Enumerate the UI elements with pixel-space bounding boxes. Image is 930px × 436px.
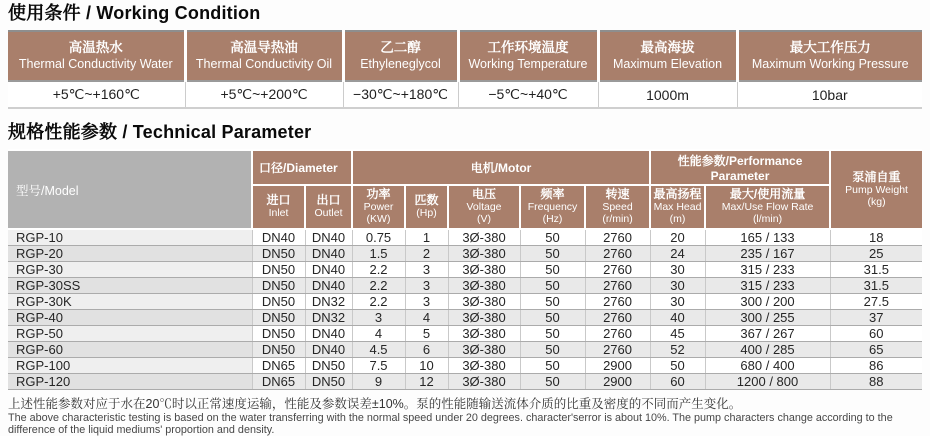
model-cell: RGP-30SS: [8, 278, 252, 294]
data-cell: 3Ø-380: [448, 342, 520, 358]
sub-header-zh: 最高扬程: [653, 187, 702, 201]
data-cell: 2.2: [352, 278, 405, 294]
data-cell: DN40: [305, 262, 352, 278]
sub-header-cell: [448, 185, 520, 229]
model-cell: RGP-30K: [8, 294, 252, 310]
model-cell: RGP-20: [8, 246, 252, 262]
data-cell: 40: [650, 310, 705, 326]
wc-header-cell: [598, 31, 737, 81]
sub-header-cell: [520, 185, 585, 229]
sub-header-zh: 频率: [540, 187, 565, 201]
wc-value-cell: +5℃~+160℃: [8, 81, 185, 108]
sub-header-zh: 进口: [266, 193, 291, 207]
data-cell: 50: [520, 262, 585, 278]
data-cell: 3Ø-380: [448, 358, 520, 374]
wc-header-zh: 工作环境温度: [487, 40, 569, 55]
wc-value-cell: +5℃~+200℃: [185, 81, 343, 108]
model-cell: RGP-30: [8, 262, 252, 278]
data-cell: 300 / 255: [705, 310, 830, 326]
data-cell: 3: [405, 278, 448, 294]
data-cell: 1: [405, 229, 448, 246]
data-cell: 50: [520, 358, 585, 374]
data-cell: 2900: [585, 358, 650, 374]
sub-header-en: Inlet: [268, 207, 289, 219]
table-row: [8, 229, 922, 246]
diameter-group-header: 口径/Diameter: [252, 150, 352, 185]
model-cell: RGP-10: [8, 229, 252, 246]
wc-header-cell: [185, 31, 343, 81]
sub-header-zh: 电压: [472, 187, 497, 201]
footnote-english: The above characteristic testing is based on the water transferring with the normal speed under 20 degrees. character'serror is about 10%. The pump characters change according to the difference of the liquid mediums' proportion and density.: [8, 412, 893, 436]
data-cell: 2.2: [352, 262, 405, 278]
data-cell: 4: [352, 326, 405, 342]
data-cell: DN50: [252, 342, 305, 358]
data-cell: 2760: [585, 326, 650, 342]
data-cell: 2900: [585, 374, 650, 390]
data-cell: 235 / 167: [705, 246, 830, 262]
data-cell: 30: [650, 278, 705, 294]
data-cell: 31.5: [830, 278, 922, 294]
sub-header-unit: (KW): [366, 213, 391, 225]
pump-weight-en: Pump Weight: [845, 183, 908, 196]
pump-weight-zh: 泵浦自重: [852, 169, 901, 184]
data-cell: DN40: [305, 342, 352, 358]
data-cell: 50: [520, 229, 585, 246]
sub-header-cell: [252, 185, 305, 229]
wc-header-zh: 高温导热油: [230, 40, 298, 55]
data-cell: 65: [830, 342, 922, 358]
model-cell: RGP-40: [8, 310, 252, 326]
data-cell: 60: [650, 374, 705, 390]
data-cell: 27.5: [830, 294, 922, 310]
wc-value-cell: 1000m: [598, 81, 737, 108]
sub-header-zh: 转速: [605, 187, 630, 201]
data-cell: DN32: [305, 294, 352, 310]
data-cell: 3Ø-380: [448, 374, 520, 390]
data-cell: 50: [520, 246, 585, 262]
data-cell: DN50: [252, 262, 305, 278]
table-row: [8, 326, 922, 342]
data-cell: 0.75: [352, 229, 405, 246]
data-cell: 31.5: [830, 262, 922, 278]
working-condition-header-row: [8, 31, 922, 81]
data-cell: 25: [830, 246, 922, 262]
technical-parameter-table: [8, 149, 922, 390]
data-cell: DN40: [305, 246, 352, 262]
sub-header-unit: (Hz): [542, 213, 563, 225]
model-header-cell: 型号/Model: [8, 150, 252, 229]
wc-header-cell: [8, 31, 185, 81]
sub-header-en: Speed: [602, 201, 633, 213]
data-cell: DN40: [252, 229, 305, 246]
data-cell: 3Ø-380: [448, 294, 520, 310]
data-cell: DN50: [252, 326, 305, 342]
data-cell: 3Ø-380: [448, 229, 520, 246]
wc-header-cell: [737, 31, 922, 81]
data-cell: 2760: [585, 262, 650, 278]
technical-parameter-title: 规格性能参数 / Technical Parameter: [8, 122, 312, 142]
data-cell: 3Ø-380: [448, 262, 520, 278]
data-cell: 2760: [585, 342, 650, 358]
data-cell: 50: [520, 294, 585, 310]
data-cell: 86: [830, 358, 922, 374]
data-cell: 5: [405, 326, 448, 342]
sub-header-unit: (Hp): [416, 207, 437, 219]
table-row: [8, 374, 922, 390]
sub-header-unit: (l/min): [752, 213, 783, 225]
data-cell: DN65: [252, 374, 305, 390]
sub-header-en: Voltage: [466, 201, 502, 213]
wc-header-zh: 乙二醇: [380, 40, 421, 55]
sub-header-unit: (V): [477, 213, 492, 225]
data-cell: 18: [830, 229, 922, 246]
sub-header-zh: 功率: [366, 187, 391, 201]
sub-header-cell: [352, 185, 405, 229]
data-cell: 2760: [585, 229, 650, 246]
motor-group-header: 电机/Motor: [352, 150, 650, 185]
data-cell: DN50: [252, 310, 305, 326]
data-cell: 50: [520, 310, 585, 326]
wc-header-zh: 最大工作压力: [789, 40, 871, 55]
data-cell: 30: [650, 294, 705, 310]
data-cell: DN50: [252, 246, 305, 262]
wc-value-cell: −30℃~+180℃: [343, 81, 458, 108]
sub-header-unit: (r/min): [602, 213, 633, 225]
data-cell: 9: [352, 374, 405, 390]
data-cell: 367 / 267: [705, 326, 830, 342]
sub-header-cell: [705, 185, 830, 229]
data-cell: 52: [650, 342, 705, 358]
data-cell: 20: [650, 229, 705, 246]
data-cell: 6: [405, 342, 448, 358]
wc-header-en: Thermal Conductivity Oil: [195, 57, 333, 71]
data-cell: 2760: [585, 246, 650, 262]
wc-header-zh: 高温热水: [68, 40, 123, 55]
data-cell: 50: [520, 342, 585, 358]
data-cell: 3: [405, 262, 448, 278]
data-cell: 60: [830, 326, 922, 342]
table-row: [8, 310, 922, 326]
model-cell: RGP-120: [8, 374, 252, 390]
working-condition-title: 使用条件 / Working Condition: [8, 3, 261, 23]
sub-header-en: Frequency: [527, 201, 578, 213]
data-cell: 315 / 233: [705, 262, 830, 278]
data-cell: 88: [830, 374, 922, 390]
sub-header-unit: (m): [669, 213, 686, 225]
data-cell: 2760: [585, 278, 650, 294]
data-cell: DN50: [305, 358, 352, 374]
data-cell: 2.2: [352, 294, 405, 310]
wc-header-en: Maximum Elevation: [612, 57, 723, 71]
data-cell: 1200 / 800: [705, 374, 830, 390]
table-row: [8, 262, 922, 278]
data-cell: DN50: [305, 374, 352, 390]
data-cell: 45: [650, 326, 705, 342]
data-cell: 2: [405, 246, 448, 262]
wc-header-cell: [343, 31, 458, 81]
sub-header-zh: 最大/使用流量: [729, 187, 806, 201]
data-cell: DN40: [305, 229, 352, 246]
data-cell: DN40: [305, 326, 352, 342]
sub-header-en: Outlet: [314, 207, 343, 219]
sub-header-cell: [650, 185, 705, 229]
data-cell: 12: [405, 374, 448, 390]
data-cell: 165 / 133: [705, 229, 830, 246]
wc-header-en: Maximum Working Pressure: [751, 57, 909, 71]
wc-header-en: Working Temperature: [468, 57, 588, 71]
data-cell: 50: [520, 326, 585, 342]
sub-header-zh: 出口: [316, 193, 341, 207]
pump-weight-header-cell: [830, 150, 922, 229]
data-cell: 315 / 233: [705, 278, 830, 294]
data-cell: 50: [520, 374, 585, 390]
working-condition-value-row: [8, 81, 922, 108]
data-cell: DN40: [305, 278, 352, 294]
table-row: [8, 342, 922, 358]
data-cell: DN65: [252, 358, 305, 374]
data-cell: 680 / 400: [705, 358, 830, 374]
data-cell: 50: [520, 278, 585, 294]
sub-header-cell: [585, 185, 650, 229]
sub-header-en: Max Head: [653, 201, 702, 213]
data-cell: 24: [650, 246, 705, 262]
data-cell: 400 / 285: [705, 342, 830, 358]
data-cell: 37: [830, 310, 922, 326]
wc-header-en: Thermal Conductivity Water: [18, 57, 173, 71]
sub-header-en: Max/Use Flow Rate: [721, 201, 814, 213]
table-row: [8, 278, 922, 294]
data-cell: 3Ø-380: [448, 246, 520, 262]
data-cell: 1.5: [352, 246, 405, 262]
wc-header-en: Ethyleneglycol: [360, 57, 441, 71]
table-row: [8, 294, 922, 310]
footnote-chinese: 上述性能参数对应于水在20℃时以正常速度运输，性能及参数误差±10%。泵的性能随输送流体介质的比重及密度的不同而产生变化。: [8, 397, 742, 411]
data-cell: 300 / 200: [705, 294, 830, 310]
working-condition-table: [8, 30, 922, 109]
wc-value-cell: 10bar: [737, 81, 922, 108]
footnotes: [8, 397, 922, 436]
pump-weight-unit: (kg): [867, 195, 886, 208]
wc-value-cell: −5℃~+40℃: [458, 81, 598, 108]
data-cell: 3: [352, 310, 405, 326]
data-cell: 3Ø-380: [448, 326, 520, 342]
data-cell: 3Ø-380: [448, 310, 520, 326]
model-cell: RGP-100: [8, 358, 252, 374]
sub-header-zh: 匹数: [414, 193, 439, 207]
data-cell: DN32: [305, 310, 352, 326]
data-cell: 30: [650, 262, 705, 278]
data-cell: 2760: [585, 294, 650, 310]
performance-group-header: 性能参数/Performance Parameter: [650, 150, 830, 185]
data-cell: 50: [650, 358, 705, 374]
sub-header-cell: [405, 185, 448, 229]
data-cell: 2760: [585, 310, 650, 326]
data-cell: 7.5: [352, 358, 405, 374]
model-cell: RGP-50: [8, 326, 252, 342]
model-cell: RGP-60: [8, 342, 252, 358]
sub-header-cell: [305, 185, 352, 229]
group-header-row: [8, 150, 922, 185]
data-cell: 3Ø-380: [448, 278, 520, 294]
data-cell: DN50: [252, 278, 305, 294]
data-cell: 4.5: [352, 342, 405, 358]
table-row: [8, 246, 922, 262]
data-cell: 4: [405, 310, 448, 326]
table-row: [8, 358, 922, 374]
wc-header-cell: [458, 31, 598, 81]
data-cell: 3: [405, 294, 448, 310]
sub-header-en: Power: [363, 201, 394, 213]
wc-header-zh: 最高海拔: [640, 40, 695, 55]
data-cell: DN50: [252, 294, 305, 310]
data-cell: 10: [405, 358, 448, 374]
